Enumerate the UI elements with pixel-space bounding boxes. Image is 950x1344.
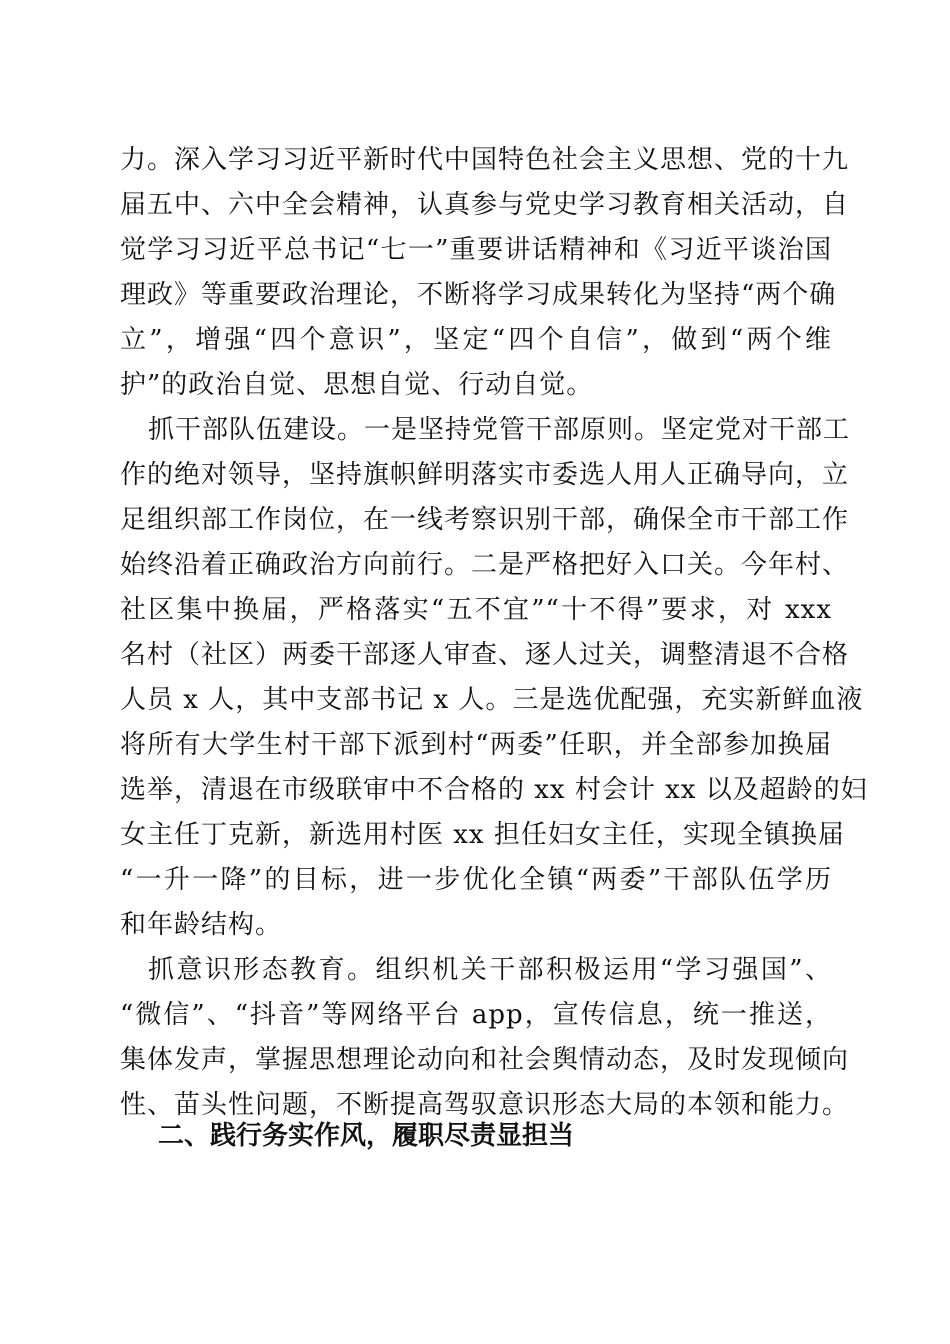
paragraph-line: 女主任丁克新，新选用村医 xx 担任妇女主任，实现全镇换届 bbox=[120, 820, 845, 850]
paragraph-line: 将所有大学生村干部下派到村“两委”任职，并全部参加换届 bbox=[120, 730, 832, 760]
paragraph-line: 作的绝对领导，坚持旗帜鲜明落实市委选人用人正确导向，立 bbox=[120, 460, 850, 490]
paragraph-line: 社区集中换届，严格落实“五不宜”“十不得”要求，对 xxx bbox=[120, 595, 832, 625]
paragraph-line: 名村（社区）两委干部逐人审查、逐人过关，调整清退不合格 bbox=[120, 640, 850, 670]
paragraph-line: 力。深入学习习近平新时代中国特色社会主义思想、党的十九 bbox=[120, 145, 850, 175]
paragraph-1 bbox=[120, 138, 850, 408]
paragraph-3 bbox=[120, 948, 850, 1128]
paragraph-line: 届五中、六中全会精神，认真参与党史学习教育相关活动，自 bbox=[120, 190, 850, 220]
paragraph-line: 足组织部工作岗位，在一线考察识别干部，确保全市干部工作 bbox=[120, 505, 850, 535]
section-heading: 二、践行务实作风，履职尽责显担当 bbox=[158, 1121, 575, 1151]
paragraph-line: 抓干部队伍建设。一是坚持党管干部原则。坚定党对干部工 bbox=[148, 415, 851, 445]
paragraph-line: 抓意识形态教育。组织机关干部积极运用“学习强国”、 bbox=[148, 955, 832, 985]
paragraph-line: 护”的政治自觉、思想自觉、行动自觉。 bbox=[120, 370, 594, 400]
paragraph-line: 立”，增强“四个意识”，坚定“四个自信”，做到“两个维 bbox=[120, 325, 832, 355]
paragraph-line: “一升一降”的目标，进一步优化全镇“两委”干部队伍学历 bbox=[120, 865, 832, 895]
paragraph-line: 和年龄结构。 bbox=[120, 910, 283, 940]
paragraph-line: 人员 x 人，其中支部书记 x 人。三是选优配强，充实新鲜血液 bbox=[120, 685, 864, 715]
paragraph-line: 集体发声，掌握思想理论动向和社会舆情动态，及时发现倾向 bbox=[120, 1045, 850, 1075]
paragraph-2 bbox=[120, 408, 868, 948]
paragraph-line: 理政》等重要政治理论，不断将学习成果转化为坚持“两个确 bbox=[120, 280, 837, 310]
paragraph-line: 选举，清退在市级联审中不合格的 xx 村会计 xx 以及超龄的妇 bbox=[120, 775, 868, 805]
paragraph-line: 性、苗头性问题，不断提高驾驭意识形态大局的本领和能力。 bbox=[120, 1090, 850, 1120]
paragraph-line: 觉学习习近平总书记“七一”重要讲话精神和《习近平谈治国 bbox=[120, 235, 832, 265]
paragraph-line: 始终沿着正确政治方向前行。二是严格把好入口关。今年村、 bbox=[120, 550, 850, 580]
paragraph-line: “微信”、“抖音”等网络平台 app，宣传信息，统一推送， bbox=[120, 1000, 832, 1030]
